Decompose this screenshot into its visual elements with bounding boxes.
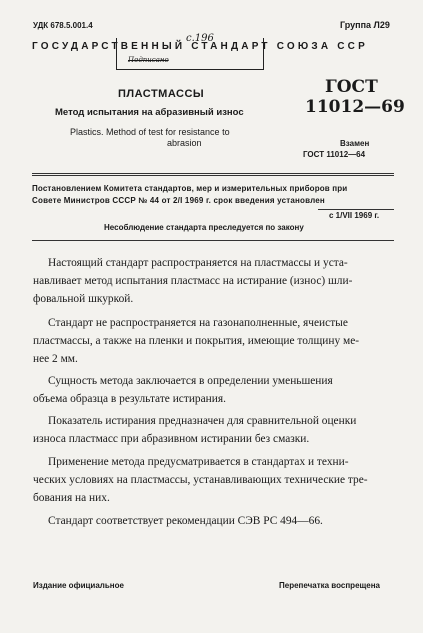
body-p5-line-3: бования на них. [33,492,110,504]
body-p4-line-2: износа пластмасс при абразивном истирании без смазки. [33,433,310,445]
divider-top [32,173,394,174]
body-p2-line-2: пластмассы, а также на пленки и покрытия, имеющие толщину ме- [33,335,360,347]
body-p3-line-1: Сущность метода заключается в определении уменьшения [48,375,333,387]
group-code: Группа Л29 [340,20,390,30]
date-underline [318,209,394,210]
stamp-handwritten-note: с.196 [186,33,214,44]
gost-label: ГОСТ [325,77,378,97]
replaces-value: ГОСТ 11012—64 [303,150,366,159]
divider-top-second [32,175,394,176]
stamp-label: Подписано [128,56,169,64]
body-p3-line-2: объема образца в результате истирания. [33,393,226,405]
divider-bottom [32,240,394,241]
udk-code: УДК 678.5.001.4 [33,21,93,30]
document-subtitle: Метод испытания на абразивный износ [55,107,244,118]
body-p2-line-3: нее 2 мм. [33,353,78,365]
english-title-line-2: abrasion [167,138,202,148]
gost-number: 11012—69 [305,97,405,117]
decree-line-1: Постановлением Комитета стандартов, мер и измерительных приборов при [32,184,348,193]
document-title: ПЛАСТМАССЫ [118,88,205,100]
footer-official-edition: Издание официальное [33,581,124,590]
body-p1-line-3: фовальной шкуркой. [33,293,134,305]
body-p1-line-1: Настоящий стандарт распространяется на пластмассы и уста- [48,257,348,269]
footer-no-reprint: Перепечатка воспрещена [279,581,380,590]
body-p2-line-1: Стандарт не распространяется на газонаполненные, ячеистые [48,317,348,329]
replaces-label: Взамен [340,139,370,148]
body-p1-line-2: навливает метод испытания пластмасс на истирание (износ) шли- [33,275,353,287]
state-standard-header: ГОСУДАРСТВЕННЫЙ СТАНДАРТ СОЮЗА ССР [32,41,368,52]
body-p5-line-1: Применение метода предусматривается в стандартах и техни- [48,456,349,468]
english-title-line-1: Plastics. Method of test for resistance to [70,127,230,137]
legal-notice: Несоблюдение стандарта преследуется по закону [104,223,304,232]
body-p5-line-2: ческих условиях на пластмассы, устанавливающих технические тре- [33,474,368,486]
body-p6-line-1: Стандарт соответствует рекомендации СЭВ РС 494—66. [48,515,323,527]
decree-line-3: с 1/VII 1969 г. [329,211,380,220]
decree-line-2: Совете Министров СССР № 44 от 2/I 1969 г. срок введения установлен [32,196,325,205]
body-p4-line-1: Показатель истирания предназначен для сравнительной оценки [48,415,357,427]
